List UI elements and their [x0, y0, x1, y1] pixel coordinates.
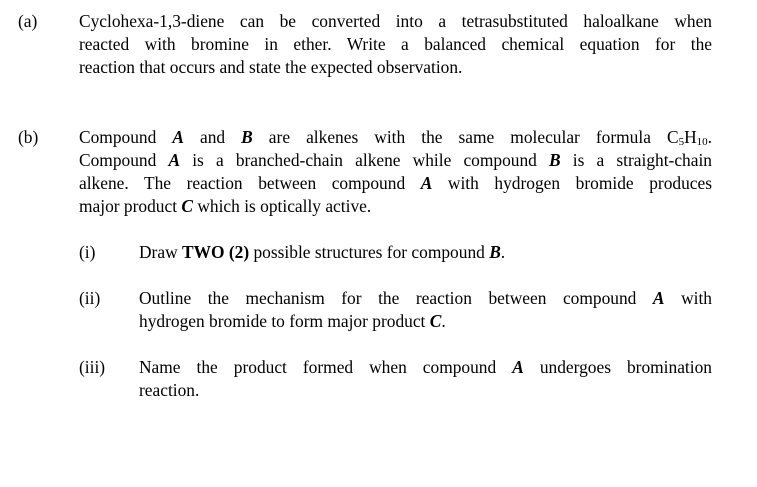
- question-b-text: [79, 126, 712, 218]
- sub-question-ii-line-2: hydrogen bromide to form major product C.: [139, 311, 446, 331]
- question-a-line-1: Cyclohexa-1,3-diene can be converted into a tetrasubstituted haloalkane when: [79, 11, 712, 31]
- sub-question-iii-label: (iii): [79, 357, 106, 377]
- question-b-line-1: Compound A and B are alkenes with the same molecular formula $C_5H_{10}$.: [79, 127, 712, 148]
- sub-question-iii-line-1: Name the product formed when compound A undergoes bromination: [139, 357, 712, 377]
- question-b-line-2: Compound A is a branched-chain alkene while compound B is a straight-chain: [79, 150, 712, 170]
- sub-question-iii-line-2: reaction.: [139, 380, 200, 400]
- question-a-line-2: reacted with bromine in ether. Write a balanced chemical equation for the: [79, 34, 712, 54]
- question-b-label: (b): [18, 127, 39, 147]
- question-b-line-4: major product C which is optically active.: [79, 196, 372, 216]
- sub-question-i-text: [139, 241, 712, 264]
- question-a-label: (a): [18, 11, 38, 31]
- sub-question-ii-text: [139, 287, 712, 333]
- question-a-text: [79, 10, 712, 79]
- sub-question-ii-line-1: Outline the mechanism for the reaction between compound A with: [139, 288, 713, 308]
- question-a-line-3: reaction that occurs and state the expected observation.: [79, 57, 463, 77]
- sub-question-i-line-1: Draw TWO (2) possible structures for compound B.: [139, 242, 506, 262]
- sub-question-i-label: (i): [79, 242, 96, 262]
- sub-question-iii-text: [139, 356, 712, 402]
- question-b-line-3: alkene. The reaction between compound A with hydrogen bromide produces: [79, 173, 712, 193]
- sub-question-ii-label: (ii): [79, 288, 101, 308]
